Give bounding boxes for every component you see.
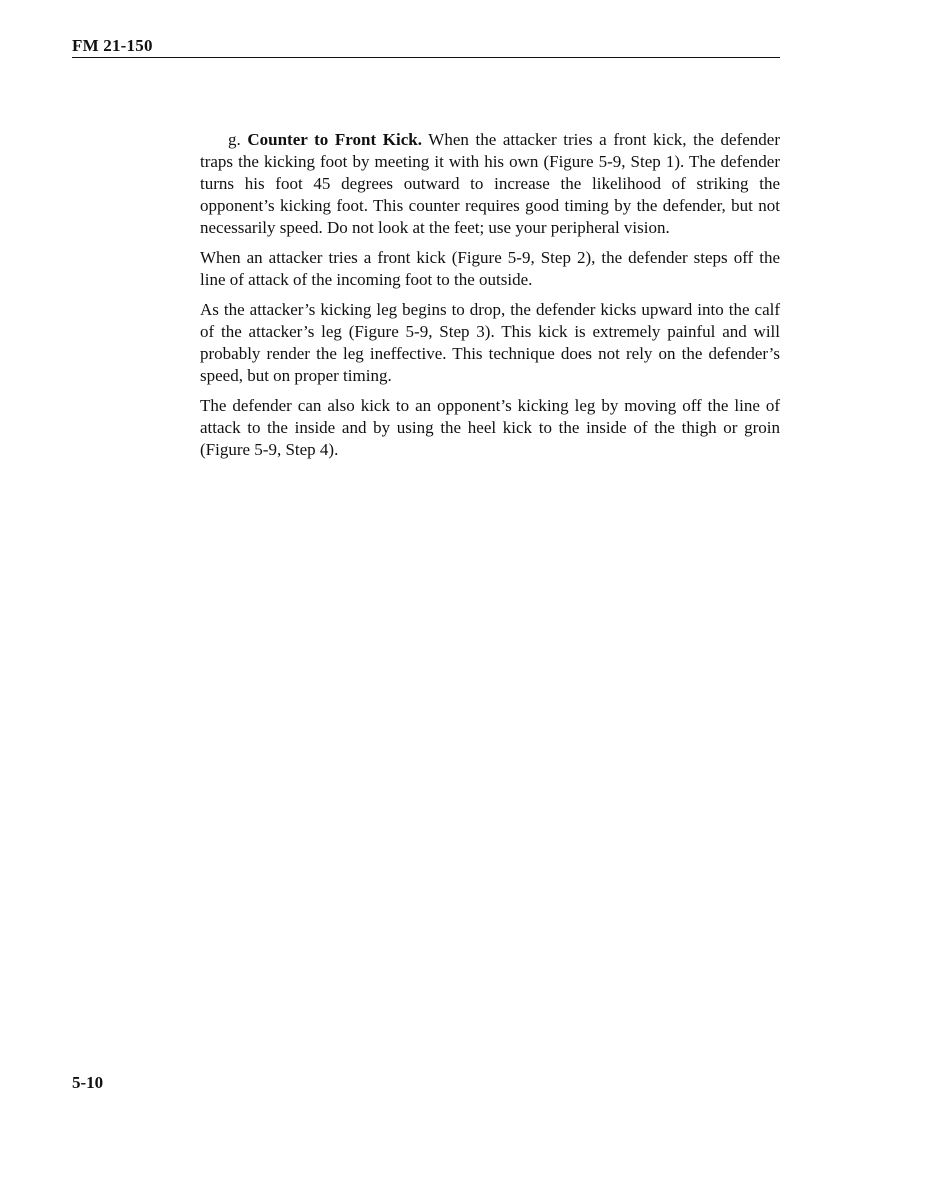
paragraph-4: The defender can also kick to an opponent’s kicking leg by moving off the line of attack to the inside and by using the heel kick to the inside of the thigh or groin (Figure 5-9, Step 4). [200,396,780,459]
paragraph-1 [200,129,780,239]
paragraph-2: When an attacker tries a front kick (Figure 5-9, Step 2), the defender steps off the line of attack of the incoming foot to the outside. [200,248,780,289]
paragraph-1-text: When the attacker tries a front kick, the defender traps the kicking foot by meeting it with his own (Figure 5-9, Step 1). The defender turns his foot 45 degrees outward to increase the likelihood of striking the opponent’s kicking foot. This counter requires good timing by the defender, but not necessarily speed. Do not look at the feet; use your peripheral vision. [200,130,780,237]
section-letter: g. [228,130,241,149]
section-title: Counter to Front Kick. [247,130,422,149]
paragraph-3: As the attacker’s kicking leg begins to drop, the defender kicks upward into the calf of the attacker’s leg (Figure 5-9, Step 3). This kick is extremely painful and will probably render the leg ineffective. This technique does not rely on the defender’s speed, but on proper timing. [200,300,780,385]
page-number: 5-10 [72,1073,104,1092]
body-text [200,129,780,469]
header-rule [72,57,780,58]
header-label: FM 21-150 [72,36,153,55]
